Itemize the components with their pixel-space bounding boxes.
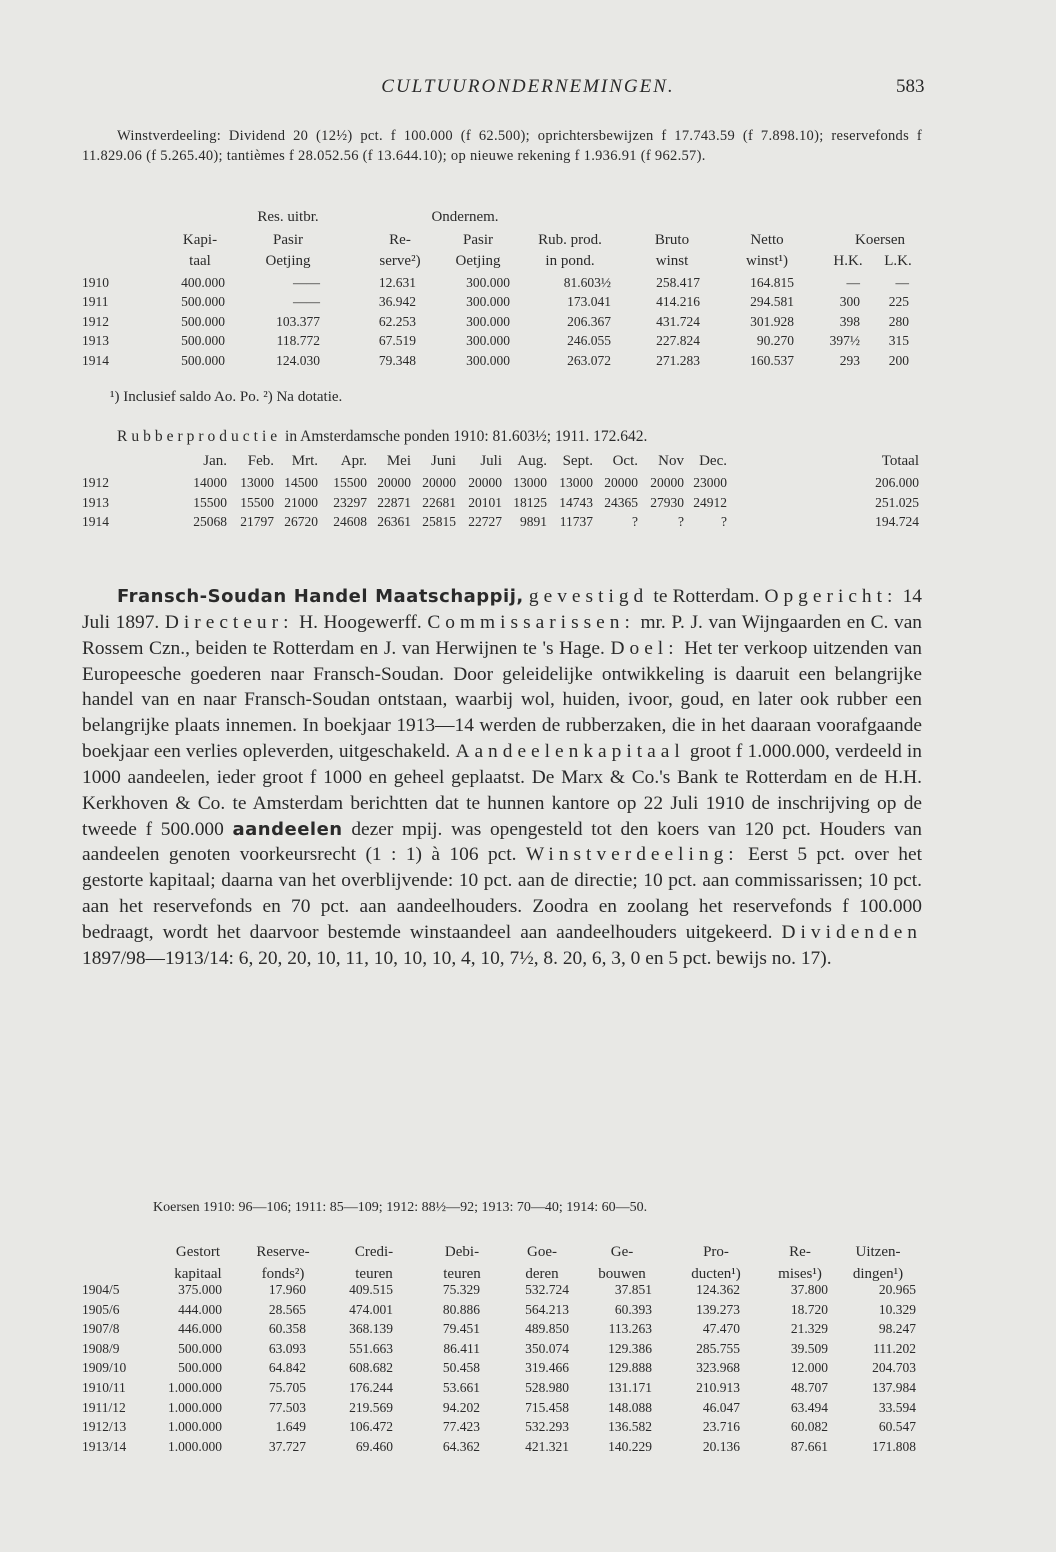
table-cell: 50.458	[442, 1360, 480, 1376]
table-cell: 1.000.000	[168, 1380, 222, 1395]
column-header: Bruto	[654, 232, 690, 248]
table-cell: 15500	[333, 475, 367, 490]
table-cell: 53.661	[442, 1380, 480, 1395]
text-segment: dezer mpij. was opengesteld tot den koers van 120 pct. Houders van aandeelen genoten voorkeursrecht (1 : 1) à 106 pct.	[82, 818, 922, 866]
month-header: Juli	[480, 453, 502, 469]
column-header: Netto	[750, 232, 784, 248]
table-cell: 77.423	[442, 1419, 480, 1435]
table-cell: 13000	[240, 475, 274, 490]
column-header: serve²)	[379, 253, 421, 269]
table-cell: 300.000	[466, 333, 510, 349]
table-cell: 28.565	[268, 1301, 306, 1317]
table-cell: 14000	[193, 475, 227, 490]
table-cell: 375.000	[178, 1282, 222, 1297]
table-cell: 500.000	[178, 1360, 222, 1376]
table-cell: 300.000	[466, 313, 510, 329]
table-cell: 258.417	[656, 275, 700, 290]
column-header: winst¹)	[746, 253, 788, 269]
table-cell: 20101	[468, 494, 502, 510]
table-cell: 24912	[693, 494, 727, 510]
table-cell: 47.470	[702, 1321, 740, 1337]
rubber-production-text: in Amsterdamsche ponden 1910: 81.603½; 1911. 172.642.	[285, 428, 648, 445]
spaced-heading-text: Opgericht:	[764, 586, 898, 607]
table-cell: 137.984	[872, 1380, 916, 1395]
table-cell: 350.074	[525, 1340, 569, 1356]
table-cell: 129.888	[608, 1360, 652, 1376]
table-cell: 323.968	[696, 1360, 740, 1376]
table-cell: 39.509	[790, 1340, 828, 1356]
column-header: Reserve-	[256, 1244, 310, 1260]
column-header: ducten¹)	[691, 1266, 741, 1282]
table-cell: 251.025	[875, 494, 919, 510]
row-year: 1912	[82, 475, 109, 490]
table-cell: 33.594	[878, 1399, 916, 1415]
month-header: Mei	[386, 453, 411, 469]
table-cell: 75.705	[268, 1380, 306, 1395]
table-cell: 532.293	[525, 1419, 569, 1435]
table-cell: 25815	[422, 514, 456, 530]
table-cell: 421.321	[525, 1438, 569, 1454]
table-cell: 715.458	[525, 1399, 569, 1415]
spaced-heading-text: Commissarissen:	[427, 611, 635, 633]
table-cell: 206.367	[567, 313, 611, 329]
column-header: H.K.	[833, 253, 863, 269]
table-cell: 300.000	[466, 352, 510, 368]
column-header: bouwen	[598, 1266, 646, 1282]
page-number: 583	[896, 76, 925, 97]
column-header: Pasir	[463, 232, 493, 248]
table-cell: 300.000	[466, 275, 510, 290]
column-header: kapitaal	[174, 1266, 222, 1282]
table-cell: 225	[888, 294, 909, 310]
row-year: 1913	[82, 494, 109, 510]
month-header: Nov	[658, 453, 684, 469]
table-cell: 37.727	[268, 1438, 306, 1454]
table-cell: 20.136	[702, 1438, 740, 1454]
table-cell: 17.960	[268, 1282, 306, 1297]
table-cell: 60.547	[878, 1419, 916, 1435]
row-year: 1910/11	[82, 1380, 126, 1395]
table-cell: 79.348	[378, 352, 416, 368]
table-cell: 18.720	[790, 1301, 828, 1317]
table-cell: 500.000	[181, 294, 225, 310]
table-cell: 431.724	[656, 313, 700, 329]
table-cell: ?	[632, 514, 638, 530]
table-cell: 12.631	[378, 275, 416, 290]
table-cell: 315	[888, 333, 909, 349]
table-cell: 22871	[377, 494, 411, 510]
text-segment: groot f 1.000.000, verdeeld in 1000 aandeelen, ieder groot f 1000 en geheel geplaatst. De Marx & Co.'s Bank te Rotterdam en de H.H. Kerkhoven & Co. te Amsterdam berichtten dat te hunnen kantore op 22 Juli 1910 de inschrijving op de tweede f 500.000	[82, 741, 922, 840]
table-cell: 25068	[193, 514, 227, 530]
table-cell: 263.072	[567, 352, 611, 368]
month-header: Dec.	[699, 453, 727, 469]
table-cell: 90.270	[756, 333, 794, 349]
table-cell: 129.386	[608, 1340, 652, 1356]
rubber-production-heading	[117, 428, 647, 446]
row-year: 1914	[82, 514, 109, 530]
table-cell: 13000	[559, 475, 593, 490]
table-cell: 14500	[284, 475, 318, 490]
table-cell: 532.724	[525, 1282, 569, 1297]
table-cell: 64.842	[268, 1360, 306, 1376]
table-cell: 608.682	[349, 1360, 393, 1376]
spaced-heading-text: Aandeelenkapitaal	[455, 741, 685, 763]
table-cell: 564.213	[525, 1301, 569, 1317]
column-header: teuren	[443, 1266, 481, 1282]
header-res-uitbr: Res. uitbr.	[257, 209, 319, 225]
table-cell: 23000	[693, 475, 727, 490]
row-year: 1905/6	[82, 1301, 120, 1317]
table-cell: 87.661	[790, 1438, 828, 1454]
spaced-heading-text: Doel:	[610, 637, 679, 659]
table-cell: 285.755	[696, 1340, 740, 1356]
column-header: Oetjing	[265, 253, 311, 269]
text-segment: H. Hoogewerff.	[293, 611, 428, 633]
table-cell: 474.001	[349, 1301, 393, 1317]
table-cell: 246.055	[567, 333, 611, 349]
table-cell: 500.000	[181, 333, 225, 349]
table-cell: 368.139	[349, 1321, 393, 1337]
table-cell: 27930	[650, 494, 684, 510]
table-cell: 139.273	[696, 1301, 740, 1317]
company-description	[82, 584, 922, 972]
text-segment: 14 Juli 1897.	[82, 586, 922, 633]
table-cell: ——	[293, 275, 320, 290]
table-footnote: ¹) Inclusief saldo Ao. Po. ²) Na dotatie.	[110, 389, 343, 405]
table-cell: 22681	[422, 494, 456, 510]
column-header: teuren	[355, 1266, 393, 1282]
table-cell: 15500	[240, 494, 274, 510]
table-cell: 86.411	[443, 1340, 480, 1356]
table-cell: 37.851	[614, 1282, 652, 1297]
month-header: Totaal	[881, 453, 919, 469]
table-cell: 140.229	[608, 1438, 652, 1454]
column-header: Oetjing	[455, 253, 501, 269]
table-cell: 26720	[284, 514, 318, 530]
table-cell: 194.724	[875, 514, 919, 530]
spaced-heading-text: Dividenden	[781, 921, 922, 943]
column-header: deren	[525, 1266, 559, 1282]
column-header: dingen¹)	[852, 1266, 904, 1282]
table-cell: —	[846, 275, 860, 290]
table-cell: 80.886	[442, 1301, 480, 1317]
column-header: Re-	[789, 1244, 811, 1260]
month-header: Apr.	[340, 453, 367, 469]
month-header: Feb.	[247, 453, 274, 469]
table-cell: 69.460	[355, 1438, 393, 1454]
table-cell: 20000	[422, 475, 456, 490]
rubber-production-label: Rubberproductie	[117, 428, 282, 445]
table-cell: 21.329	[790, 1321, 828, 1337]
column-header: Pasir	[273, 232, 303, 248]
table-cell: 64.362	[442, 1438, 480, 1454]
table-cell: 20000	[377, 475, 411, 490]
table-cell: 48.707	[790, 1380, 828, 1395]
table-cell: 10.329	[878, 1301, 916, 1317]
table-cell: 21000	[284, 494, 318, 510]
table-cell: 300	[839, 294, 860, 310]
row-year: 1911	[82, 294, 109, 310]
table-cell: 1.000.000	[168, 1438, 222, 1454]
table-cell: 1.000.000	[168, 1399, 222, 1415]
table-cell: 24365	[604, 494, 638, 510]
table-cell: 20000	[604, 475, 638, 490]
table-cell: 63.093	[268, 1340, 306, 1356]
table-cell: ?	[678, 514, 684, 530]
table-cell: 500.000	[181, 352, 225, 368]
table-cell: 489.850	[525, 1321, 569, 1337]
column-header: Uitzen-	[855, 1244, 901, 1260]
table-cell: 204.703	[872, 1360, 916, 1376]
column-header: L.K.	[884, 253, 912, 269]
table-cell: 46.047	[702, 1399, 740, 1415]
table-cell: 60.082	[790, 1419, 828, 1435]
table-cell: 219.569	[349, 1399, 393, 1415]
table-cell: 528.980	[525, 1380, 569, 1395]
text-segment: mr. P. J. van Wijngaarden en C. van Rossem Czn., beiden te Rotterdam en J. van Herwijnen te 's Hage.	[82, 611, 923, 659]
table-cell: 60.358	[268, 1321, 306, 1337]
table-cell: 21797	[240, 514, 274, 530]
month-header: Juni	[430, 453, 456, 469]
table-cell: ——	[293, 294, 320, 310]
table-cell: 60.393	[614, 1301, 652, 1317]
table-cell: 22727	[468, 514, 502, 530]
table-cell: 293	[839, 352, 860, 368]
row-year: 1912/13	[82, 1419, 127, 1435]
table-cell: 13000	[513, 475, 547, 490]
table-cell: 11737	[559, 514, 593, 530]
column-header: Gestort	[175, 1244, 221, 1260]
row-year: 1910	[82, 275, 109, 290]
table-cell: 210.913	[696, 1380, 740, 1395]
column-header: Koersen	[855, 232, 905, 248]
table-cell: 206.000	[875, 475, 919, 490]
row-year: 1904/5	[82, 1282, 120, 1297]
column-header: Rub. prod.	[538, 232, 602, 248]
bold-text: Fransch-Soudan Handel Maatschappij,	[117, 586, 524, 607]
table-cell: 409.515	[349, 1282, 393, 1297]
column-header: mises¹)	[778, 1266, 822, 1282]
month-header: Mrt.	[291, 453, 318, 469]
table-cell: 200	[888, 352, 909, 368]
month-header: Sept.	[562, 453, 593, 469]
row-year: 1908/9	[82, 1340, 120, 1356]
table-cell: 36.942	[378, 294, 416, 310]
table-cell: 124.030	[276, 352, 320, 368]
table-cell: 1.000.000	[168, 1419, 222, 1435]
table-cell: 18125	[513, 494, 547, 510]
table-cell: 301.928	[750, 313, 794, 329]
column-header: winst	[655, 253, 689, 269]
table-cell: 398	[839, 313, 860, 329]
month-header: Oct.	[612, 453, 638, 469]
table-cell: 294.581	[750, 294, 794, 310]
column-header: Pro-	[703, 1244, 729, 1260]
table-cell: 20000	[468, 475, 502, 490]
table-cell: 103.377	[276, 313, 320, 329]
table-cell: 12.000	[790, 1360, 828, 1376]
table-cell: 15500	[193, 494, 227, 510]
table-cell: 171.808	[872, 1438, 916, 1454]
table-cell: 111.202	[873, 1340, 916, 1356]
column-header: Credi-	[354, 1244, 394, 1260]
row-year: 1907/8	[82, 1321, 120, 1337]
column-header: fonds²)	[261, 1266, 305, 1282]
column-header: Debi-	[444, 1244, 480, 1260]
table-cell: 9891	[520, 514, 547, 530]
table-cell: ?	[721, 514, 727, 530]
header-ondernem: Ondernem.	[431, 209, 499, 225]
table-cell: 173.041	[567, 294, 611, 310]
table-cell: 67.519	[378, 333, 416, 349]
spaced-heading-text: Directeur:	[164, 611, 294, 633]
table-cell: 14743	[559, 494, 593, 510]
bold-text: aandeelen	[232, 818, 343, 840]
table-cell: 1.649	[275, 1419, 306, 1435]
table-cell: 551.663	[349, 1340, 393, 1356]
table-cell: 500.000	[181, 313, 225, 329]
row-year: 1913/14	[82, 1438, 127, 1454]
table-cell: 280	[888, 313, 909, 329]
row-year: 1912	[82, 313, 109, 329]
column-header: Ge-	[610, 1244, 634, 1260]
table-cell: 300.000	[466, 294, 510, 310]
table-cell: 20.965	[878, 1282, 916, 1297]
table-cell: 160.537	[750, 352, 794, 368]
table-cell: 106.472	[349, 1419, 393, 1435]
row-year: 1914	[82, 352, 109, 368]
table-cell: 176.244	[349, 1380, 393, 1395]
table-cell: 500.000	[178, 1340, 222, 1356]
table-cell: 37.800	[790, 1282, 828, 1297]
table-cell: 23297	[333, 494, 367, 510]
text-segment: 1897/98—1913/14: 6, 20, 20, 10, 11, 10, 10, 10, 4, 10, 7½, 8. 20, 6, 3, 0 en 5 pct. bewijs no. 17).	[82, 947, 832, 969]
koersen-line: Koersen 1910: 96—106; 1911: 85—109; 1912: 88½—92; 1913: 70—40; 1914: 60—50.	[153, 1200, 648, 1215]
table-cell: 397½	[829, 333, 860, 349]
table-cell: 81.603½	[563, 275, 611, 290]
table-cell: 118.772	[276, 333, 320, 349]
table-cell: 131.171	[608, 1380, 652, 1395]
table-cell: 400.000	[181, 275, 225, 290]
table-cell: 79.451	[442, 1321, 480, 1337]
spaced-heading-text: Winstverdeeling:	[525, 844, 739, 866]
table-cell: 164.815	[750, 275, 794, 290]
table-cell: 113.263	[608, 1321, 652, 1337]
row-year: 1909/10	[82, 1360, 127, 1376]
table-cell: 23.716	[702, 1419, 740, 1435]
month-header: Jan.	[203, 453, 227, 469]
table-cell: 271.283	[656, 352, 700, 368]
text-segment: Eerst 5 pct. over het gestorte kapitaal; daarna van het overblijvende: 10 pct. aan de directie; 10 pct. aan commissarissen; 10 pct. aan het reservefonds en 70 pct. aan aandeelhouders. Zoodra en zoolang het reservefonds f 100.000 bedraagt, wordt het daarvoor bestemde winstaandeel aan aandeelhouders uitgekeerd.	[82, 844, 922, 943]
table-cell: 20000	[650, 475, 684, 490]
table-cell: 319.466	[525, 1360, 569, 1376]
table-cell: 136.582	[608, 1419, 652, 1435]
winstverdeeling-paragraph: Winstverdeeling: Dividend 20 (12½) pct. f 100.000 (f 62.500); oprichtersbewijzen f 17.743.59 (f 7.898.10); reservefonds f 11.829.06 (f 5.265.40); tantièmes f 28.052.56 (f 13.644.10); op nieuwe rekening f 1.936.91 (f 962.57).	[82, 128, 922, 164]
row-year: 1911/12	[82, 1399, 126, 1415]
table-cell: —	[895, 275, 909, 290]
table-cell: 148.088	[608, 1399, 652, 1415]
column-header: Kapi-	[182, 232, 218, 248]
table-cell: 94.202	[442, 1399, 480, 1415]
row-year: 1913	[82, 333, 109, 349]
table-cell: 124.362	[696, 1282, 740, 1297]
table-cell: 24608	[333, 514, 367, 530]
column-header: Goe-	[527, 1244, 557, 1260]
month-header: Aug.	[517, 453, 547, 469]
column-header: in pond.	[545, 253, 595, 269]
column-header: Re-	[389, 232, 411, 248]
running-head: CULTUURONDERNEMINGEN.	[381, 76, 675, 97]
text-segment: Het ter verkoop uitzenden van Europeesche goederen naar Fransch-Soudan. Door geleidelijke ontwikkeling is daaruit een belangrijke handel van en naar Fransch-Soudan ontstaan, waarbij wol, huiden, ivoor, goud, en later ook rubber een belangrijke plaats innemen. In boekjaar 1913—14 werden de rubberzaken, die in het daaraan voorafgaande boekjaar een verlies opleverden, uitgeschakeld.	[82, 637, 922, 763]
table-cell: 77.503	[268, 1399, 306, 1415]
table-cell: 98.247	[878, 1321, 916, 1337]
table-cell: 444.000	[178, 1301, 222, 1317]
table-cell: 75.329	[442, 1282, 480, 1297]
table-cell: 62.253	[378, 313, 416, 329]
table-cell: 26361	[377, 514, 411, 530]
column-header: taal	[189, 253, 211, 269]
text-segment: te Rotterdam.	[648, 586, 765, 607]
table-cell: 63.494	[790, 1399, 828, 1415]
table-cell: 446.000	[178, 1321, 222, 1337]
table-cell: 414.216	[656, 294, 700, 310]
table-cell: 227.824	[656, 333, 700, 349]
spaced-heading-text: gevestigd	[528, 586, 649, 607]
